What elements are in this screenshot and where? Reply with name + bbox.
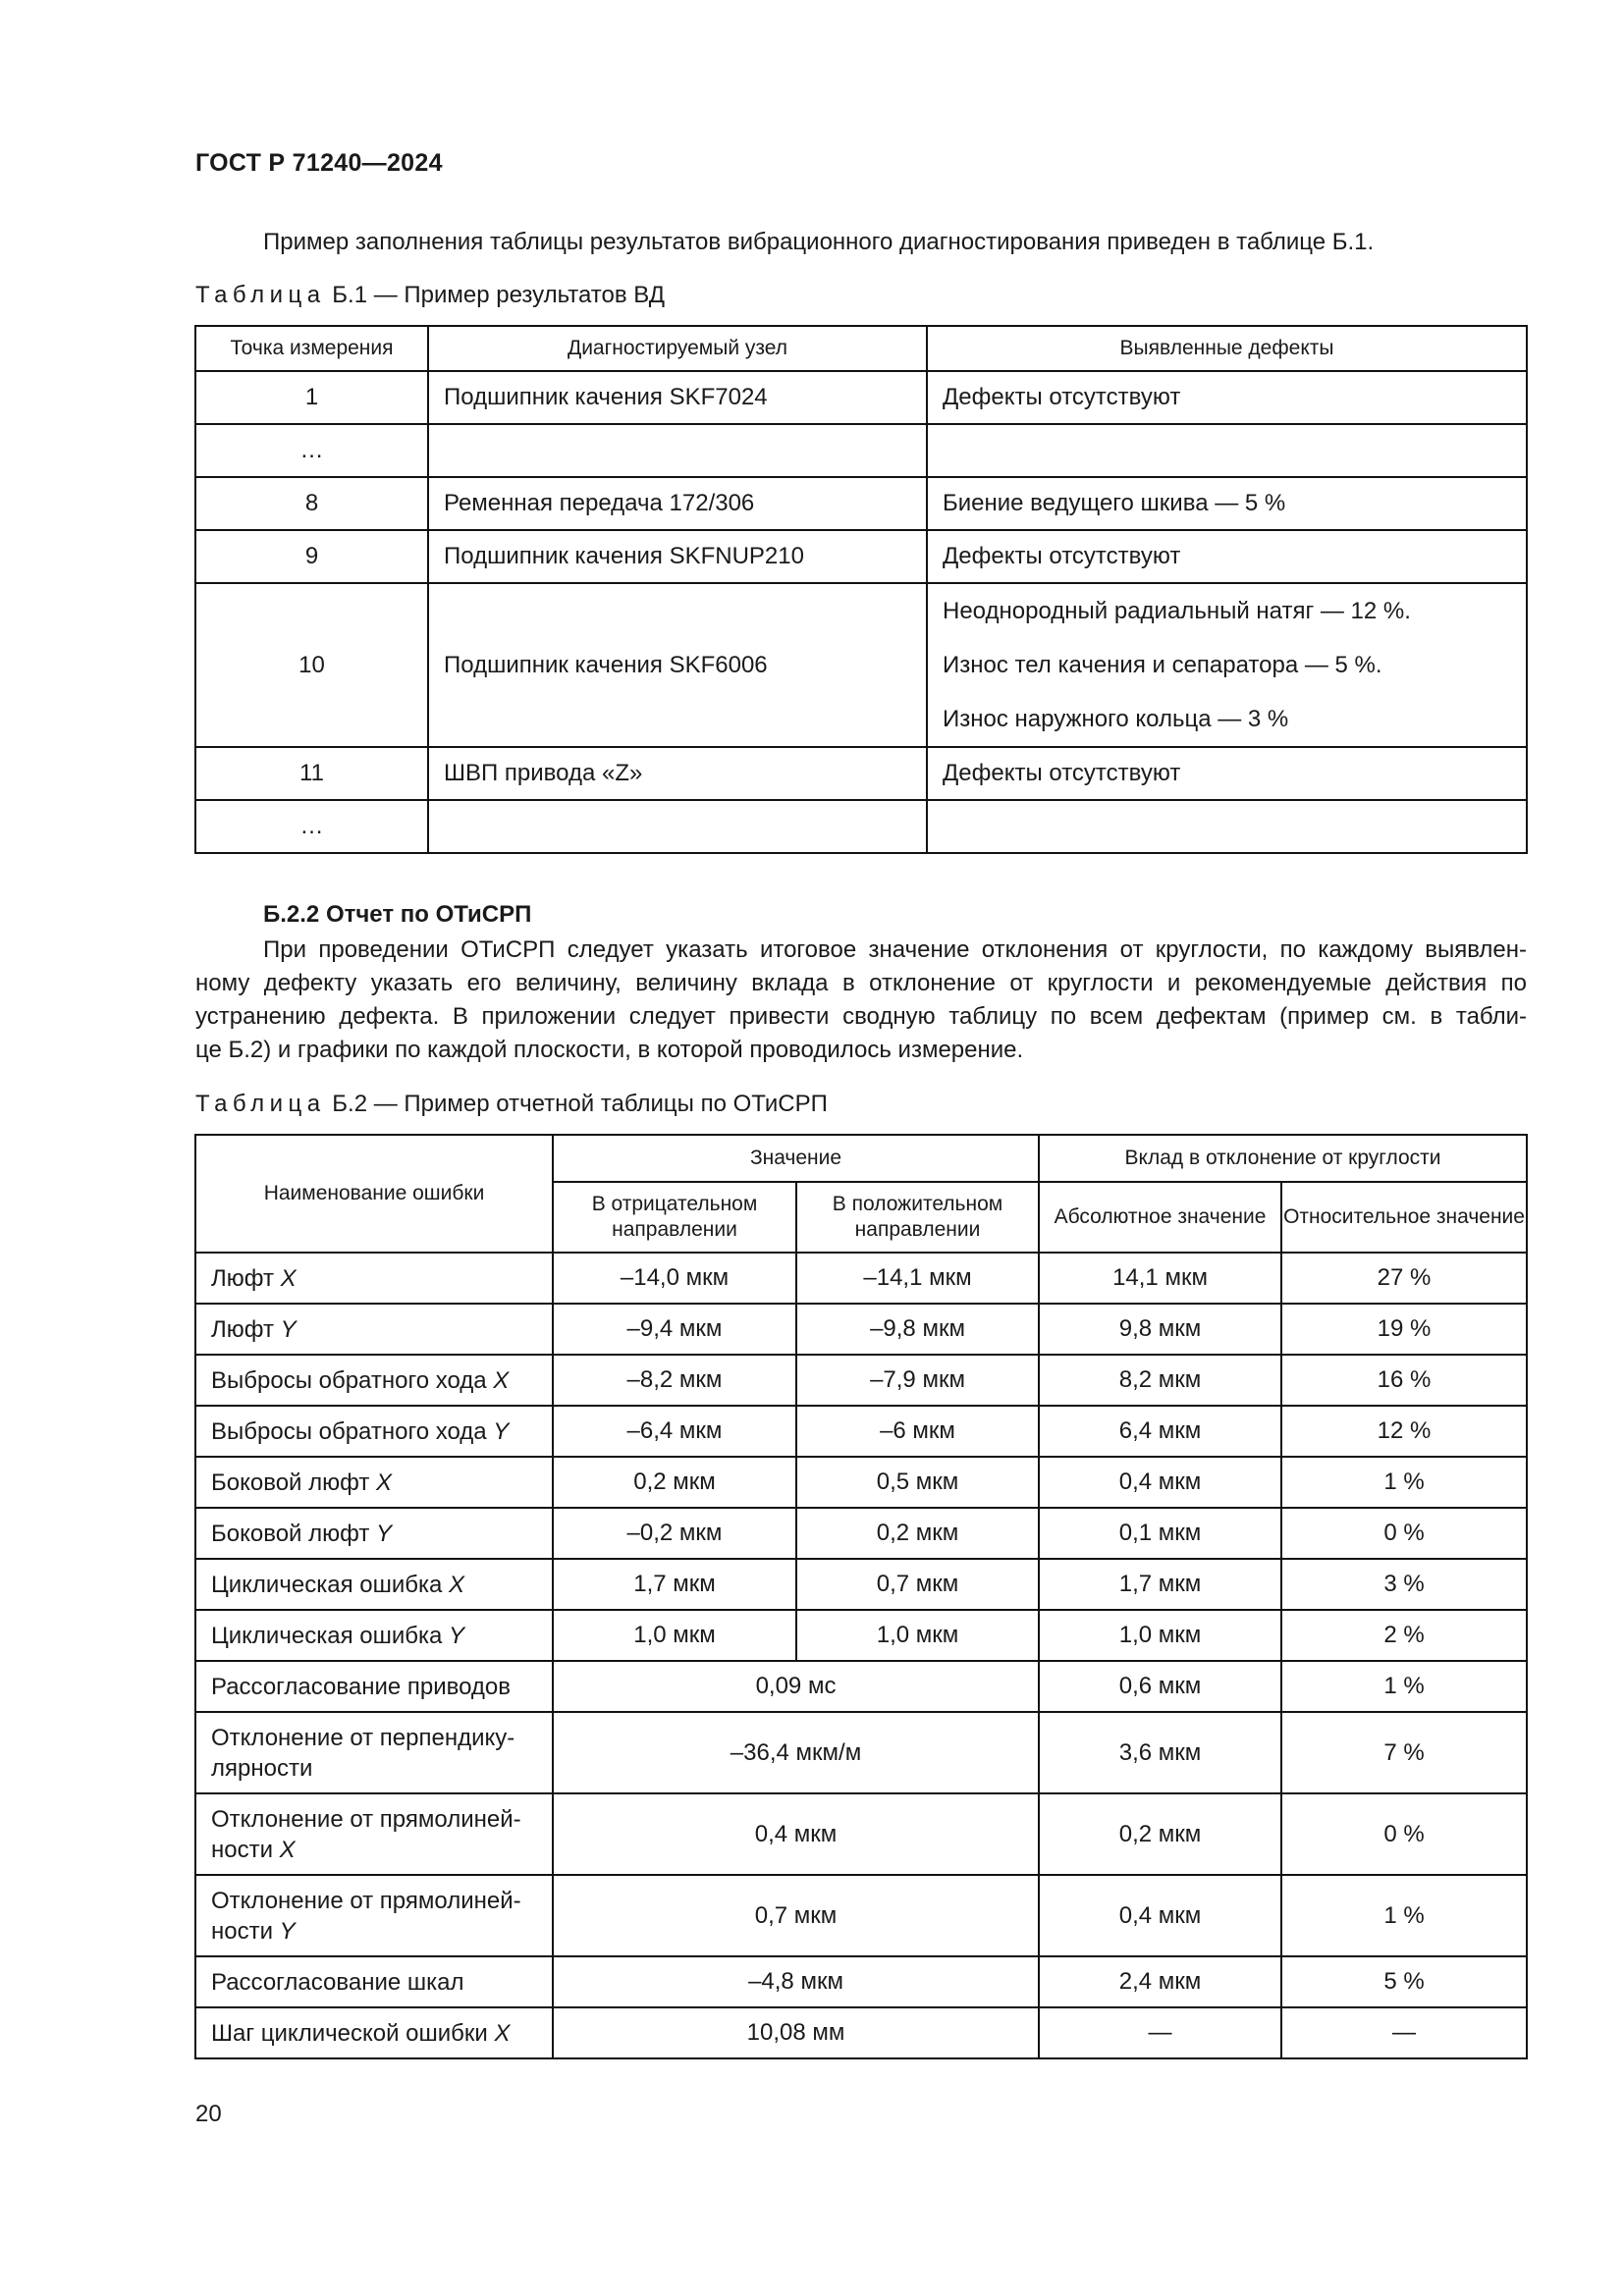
paragraph-line: При проведении ОТиСРП следует указать итоговое значение отклонения от круглости, по каждому выявлен- — [263, 936, 1527, 963]
axis-label: X — [493, 1366, 510, 1394]
error-name-cell — [195, 1956, 553, 2007]
negative-cell: –9,4 мкм — [553, 1304, 796, 1355]
positive-cell: 0,7 мкм — [796, 1559, 1039, 1610]
table1-caption-word: Таблица — [195, 282, 326, 308]
relative-cell: 1 % — [1281, 1661, 1527, 1712]
table1-header-point: Точка измерения — [195, 326, 428, 371]
table-row — [195, 1457, 1527, 1508]
table2-header-row — [195, 1135, 1527, 1182]
point-cell: 1 — [195, 371, 428, 424]
table-row — [195, 1406, 1527, 1457]
error-name: Рассогласование шкал — [211, 1968, 464, 1996]
table1-header-unit: Диагностируемый узел — [428, 326, 927, 371]
error-name: Отклонение от перпендику- — [211, 1724, 515, 1751]
table-row — [195, 800, 1527, 853]
negative-cell: –14,0 мкм — [553, 1253, 796, 1304]
absolute-cell: 1,7 мкм — [1039, 1559, 1281, 1610]
paragraph-line: ному дефекту указать его величину, величину вклада в отклонение от круглости и рекомендуемые действия по — [195, 970, 1527, 996]
table-row — [195, 1304, 1527, 1355]
error-name-cell — [195, 1559, 553, 1610]
relative-cell: 19 % — [1281, 1304, 1527, 1355]
unit-cell — [428, 800, 927, 853]
positive-cell: 0,5 мкм — [796, 1457, 1039, 1508]
positive-cell: 0,2 мкм — [796, 1508, 1039, 1559]
relative-cell: 0 % — [1281, 1508, 1527, 1559]
header-value-group: Значение — [553, 1135, 1039, 1182]
header-absolute: Абсолютное значение — [1039, 1182, 1281, 1253]
negative-cell: –0,2 мкм — [553, 1508, 796, 1559]
defects-cell: Дефекты отсутствуют — [927, 530, 1527, 583]
error-name-cell — [195, 1875, 553, 1956]
point-cell: 10 — [195, 583, 428, 747]
absolute-cell: 1,0 мкм — [1039, 1610, 1281, 1661]
error-name: Выбросы обратного хода — [211, 1366, 487, 1394]
point-cell: 11 — [195, 747, 428, 800]
paragraph-line: устранению дефекта. В приложении следует привести сводную таблицу по всем дефектам (пример см. в табли- — [195, 1003, 1527, 1030]
relative-cell: 5 % — [1281, 1956, 1527, 2007]
table-row — [195, 1559, 1527, 1610]
page-number: 20 — [195, 2101, 222, 2127]
error-name: Выбросы обратного хода — [211, 1417, 487, 1445]
error-name: Циклическая ошибка — [211, 1622, 443, 1649]
table-row — [195, 1610, 1527, 1661]
table2-caption — [195, 1091, 828, 1118]
negative-cell: 0,2 мкм — [553, 1457, 796, 1508]
relative-cell: 3 % — [1281, 1559, 1527, 1610]
axis-label: X — [494, 2019, 511, 2047]
positive-cell: –6 мкм — [796, 1406, 1039, 1457]
error-name-cont: ности — [211, 1917, 273, 1945]
table1-header-defects: Выявленные дефекты — [927, 326, 1527, 371]
section-title: Б.2.2 Отчет по ОТиСРП — [263, 901, 532, 928]
relative-cell: 1 % — [1281, 1875, 1527, 1956]
table-row — [195, 1508, 1527, 1559]
value-cell: –4,8 мкм — [553, 1956, 1039, 2007]
absolute-cell: 0,1 мкм — [1039, 1508, 1281, 1559]
error-name: Люфт — [211, 1315, 274, 1343]
relative-cell: 16 % — [1281, 1355, 1527, 1406]
error-name-cell — [195, 1304, 553, 1355]
error-name-cell — [195, 1457, 553, 1508]
header-negative: В отрицательном направлении — [553, 1182, 796, 1253]
error-name: Отклонение от прямолиней- — [211, 1805, 521, 1833]
negative-cell: –8,2 мкм — [553, 1355, 796, 1406]
table-row — [195, 1712, 1527, 1793]
point-cell: 9 — [195, 530, 428, 583]
error-name-cell — [195, 1661, 553, 1712]
table1-header-row — [195, 326, 1527, 371]
defects-cell — [927, 800, 1527, 853]
table1-caption — [195, 282, 665, 309]
unit-cell: Подшипник качения SKFNUP210 — [428, 530, 927, 583]
relative-cell: 0 % — [1281, 1793, 1527, 1875]
table-row — [195, 2007, 1527, 2058]
point-cell: 8 — [195, 477, 428, 530]
error-name: Люфт — [211, 1264, 274, 1292]
absolute-cell: 0,2 мкм — [1039, 1793, 1281, 1875]
relative-cell: 12 % — [1281, 1406, 1527, 1457]
table-b1 — [194, 325, 1528, 854]
value-cell: 0,7 мкм — [553, 1875, 1039, 1956]
value-cell: –36,4 мкм/м — [553, 1712, 1039, 1793]
error-name: Циклическая ошибка — [211, 1571, 443, 1598]
document-code: ГОСТ Р 71240—2024 — [195, 149, 443, 177]
defect-line: Износ тел качения и сепаратора — 5 %. — [943, 652, 1382, 678]
unit-cell: Ременная передача 172/306 — [428, 477, 927, 530]
axis-label: Y — [280, 1315, 297, 1343]
error-name-cell — [195, 1508, 553, 1559]
error-name: Боковой люфт — [211, 1520, 370, 1547]
error-name-cell — [195, 1712, 553, 1793]
axis-label: Y — [449, 1622, 465, 1649]
table-row — [195, 1661, 1527, 1712]
positive-cell: –14,1 мкм — [796, 1253, 1039, 1304]
error-name-cell — [195, 1793, 553, 1875]
table-row — [195, 1253, 1527, 1304]
paragraph-line: це Б.2) и графики по каждой плоскости, в которой проводилось измерение. — [195, 1037, 1024, 1063]
relative-cell: — — [1281, 2007, 1527, 2058]
error-name-cell — [195, 1253, 553, 1304]
error-name-cell — [195, 1406, 553, 1457]
table-row — [195, 583, 1527, 747]
error-name-cell — [195, 1355, 553, 1406]
absolute-cell: 14,1 мкм — [1039, 1253, 1281, 1304]
error-name: Рассогласование приводов — [211, 1673, 512, 1700]
defects-cell — [927, 424, 1527, 477]
table-row — [195, 371, 1527, 424]
table-row — [195, 477, 1527, 530]
unit-cell: Подшипник качения SKF7024 — [428, 371, 927, 424]
axis-label: X — [449, 1571, 465, 1598]
absolute-cell: 0,4 мкм — [1039, 1875, 1281, 1956]
negative-cell: 1,0 мкм — [553, 1610, 796, 1661]
axis-label: Y — [376, 1520, 393, 1547]
table1-caption-text: Б.1 — Пример результатов ВД — [332, 282, 666, 308]
absolute-cell: — — [1039, 2007, 1281, 2058]
negative-cell: –6,4 мкм — [553, 1406, 796, 1457]
defects-cell — [927, 583, 1527, 747]
table-row — [195, 1355, 1527, 1406]
table-row — [195, 747, 1527, 800]
unit-cell: ШВП привода «Z» — [428, 747, 927, 800]
error-name-cont: лярности — [211, 1754, 313, 1782]
table2-caption-word: Таблица — [195, 1091, 326, 1117]
absolute-cell: 0,6 мкм — [1039, 1661, 1281, 1712]
positive-cell: –7,9 мкм — [796, 1355, 1039, 1406]
absolute-cell: 6,4 мкм — [1039, 1406, 1281, 1457]
error-name-cont: ности — [211, 1836, 273, 1863]
positive-cell: 1,0 мкм — [796, 1610, 1039, 1661]
point-cell: … — [195, 424, 428, 477]
relative-cell: 7 % — [1281, 1712, 1527, 1793]
table-row — [195, 530, 1527, 583]
table-row — [195, 1956, 1527, 2007]
relative-cell: 1 % — [1281, 1457, 1527, 1508]
negative-cell: 1,7 мкм — [553, 1559, 796, 1610]
defect-line: Износ наружного кольца — 3 % — [943, 706, 1289, 732]
header-error-name: Наименование ошибки — [195, 1135, 553, 1253]
header-contribution-group: Вклад в отклонение от круглости — [1039, 1135, 1527, 1182]
defects-cell: Дефекты отсутствуют — [927, 747, 1527, 800]
relative-cell: 27 % — [1281, 1253, 1527, 1304]
axis-label: X — [279, 1836, 296, 1863]
axis-label: Y — [493, 1417, 510, 1445]
intro-paragraph: Пример заполнения таблицы результатов вибрационного диагностирования приведен в таблице Б.1. — [263, 229, 1375, 255]
relative-cell: 2 % — [1281, 1610, 1527, 1661]
value-cell: 10,08 мм — [553, 2007, 1039, 2058]
positive-cell: –9,8 мкм — [796, 1304, 1039, 1355]
defect-line: Неоднородный радиальный натяг — 12 %. — [943, 598, 1411, 624]
error-name: Шаг циклической ошибки — [211, 2019, 488, 2047]
error-name: Отклонение от прямолиней- — [211, 1887, 521, 1914]
table2-caption-text: Б.2 — Пример отчетной таблицы по ОТиСРП — [332, 1091, 828, 1117]
absolute-cell: 8,2 мкм — [1039, 1355, 1281, 1406]
unit-cell — [428, 424, 927, 477]
value-cell: 0,09 мс — [553, 1661, 1039, 1712]
header-positive: В положительном направлении — [796, 1182, 1039, 1253]
section-paragraph — [195, 934, 1527, 1067]
defects-cell: Биение ведущего шкива — 5 % — [927, 477, 1527, 530]
absolute-cell: 0,4 мкм — [1039, 1457, 1281, 1508]
absolute-cell: 3,6 мкм — [1039, 1712, 1281, 1793]
absolute-cell: 2,4 мкм — [1039, 1956, 1281, 2007]
error-name-cell — [195, 1610, 553, 1661]
axis-label: X — [280, 1264, 297, 1292]
value-cell: 0,4 мкм — [553, 1793, 1039, 1875]
table-row — [195, 424, 1527, 477]
table-b2 — [194, 1134, 1528, 2059]
point-cell: … — [195, 800, 428, 853]
header-relative: Относительное значение — [1281, 1182, 1527, 1253]
error-name: Боковой люфт — [211, 1468, 370, 1496]
defects-cell: Дефекты отсутствуют — [927, 371, 1527, 424]
error-name-cell — [195, 2007, 553, 2058]
axis-label: X — [376, 1468, 393, 1496]
table-row — [195, 1793, 1527, 1875]
axis-label: Y — [279, 1917, 296, 1945]
unit-cell: Подшипник качения SKF6006 — [428, 583, 927, 747]
absolute-cell: 9,8 мкм — [1039, 1304, 1281, 1355]
table-row — [195, 1875, 1527, 1956]
